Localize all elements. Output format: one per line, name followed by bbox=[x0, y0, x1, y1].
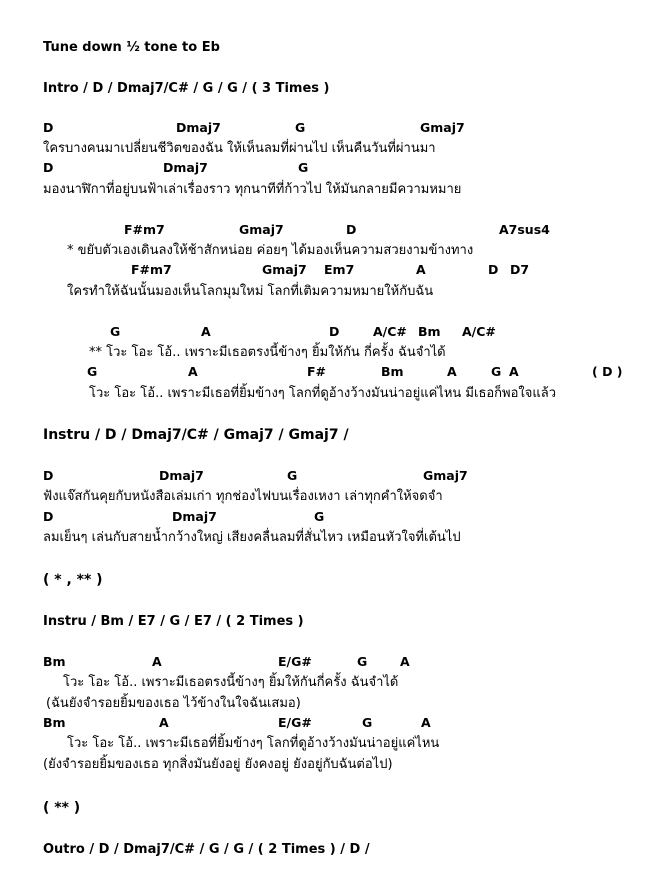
chord: ( D ) bbox=[592, 364, 623, 379]
verse2-lyric-2: ลมเย็นๆ เล่นกับสายน้ำกว้างใหญ่ เสียงคลื่นลมที่สั่นไหว เหมือนหัวใจที่เต้นไป bbox=[43, 530, 461, 545]
chord: G bbox=[362, 715, 373, 730]
chord: A bbox=[159, 715, 169, 730]
chord: A bbox=[201, 324, 211, 339]
chord: Bm bbox=[43, 654, 66, 669]
chord: Dmaj7 bbox=[163, 160, 208, 175]
chord: F#m7 bbox=[131, 262, 172, 277]
chord: G bbox=[298, 160, 309, 175]
chord: A bbox=[509, 364, 519, 379]
chord: D bbox=[488, 262, 499, 277]
chord: Gmaj7 bbox=[262, 262, 307, 277]
chord: A bbox=[416, 262, 426, 277]
verse1-chords-1 bbox=[0, 122, 670, 136]
verse2-chords-2 bbox=[0, 511, 670, 525]
outro-line: Outro / D / Dmaj7/C# / G / G / ( 2 Times ) / D / bbox=[43, 842, 370, 857]
chord: D bbox=[346, 222, 357, 237]
chord: D bbox=[43, 509, 54, 524]
bridge-lyric-1-paren: (ฉันยังจำรอยยิ้มของเธอ ไว้ข้างในใจฉันเสมอ) bbox=[46, 696, 301, 711]
chord: F# bbox=[307, 364, 327, 379]
chord: E/G# bbox=[278, 715, 312, 730]
chord: Bm bbox=[418, 324, 441, 339]
chord: Dmaj7 bbox=[172, 509, 217, 524]
chord: F#m7 bbox=[124, 222, 165, 237]
chord: Bm bbox=[381, 364, 404, 379]
chord: G bbox=[314, 509, 325, 524]
chord: A/C# bbox=[462, 324, 496, 339]
prechorus-lyric-2: ใครทำให้ฉันนั้นมองเห็นโลกมุมใหม่ โลกที่เติมความหมายให้กับฉัน bbox=[67, 284, 434, 299]
chord: D bbox=[43, 120, 54, 135]
chorus-chords-1 bbox=[0, 326, 670, 340]
verse2-lyric-1: ฟังแจ๊สกันคุยกับหนังสือเล่มเก่า ทุกช่องไฟบนเรื่องเหงา เล่าทุกคำให้จดจำ bbox=[43, 489, 443, 504]
chorus-chords-2 bbox=[0, 366, 670, 380]
chord: G bbox=[357, 654, 368, 669]
chord: E/G# bbox=[278, 654, 312, 669]
chord: G bbox=[87, 364, 98, 379]
chord: D7 bbox=[510, 262, 530, 277]
chord: Dmaj7 bbox=[176, 120, 221, 135]
chord: Dmaj7 bbox=[159, 468, 204, 483]
verse2-chords-1 bbox=[0, 470, 670, 484]
intro-line: Intro / D / Dmaj7/C# / G / G / ( 3 Times ) bbox=[43, 81, 330, 96]
verse1-chords-2 bbox=[0, 162, 670, 176]
bridge-chords-1 bbox=[0, 656, 670, 670]
prechorus-chords-2 bbox=[0, 264, 670, 278]
chord: Gmaj7 bbox=[423, 468, 468, 483]
chord: A bbox=[421, 715, 431, 730]
bridge-lyric-2: โวะ โอะ โอ้.. เพราะมีเธอที่ยิ้มข้างๆ โลกที่ดูอ้างว้างมันน่าอยู่แค่ไหน bbox=[67, 736, 440, 751]
verse1-lyric-2: มองนาฬิกาที่อยู่บนฟ้าเล่าเรื่องราว ทุกนาทีที่ก้าวไป ให้มันกลายมีความหมาย bbox=[43, 182, 462, 197]
repeat-marker-2: ( ** ) bbox=[43, 800, 81, 816]
instru1-line: Instru / D / Dmaj7/C# / Gmaj7 / Gmaj7 / bbox=[43, 427, 349, 443]
chord: G bbox=[491, 364, 502, 379]
chord: A bbox=[152, 654, 162, 669]
chord: G bbox=[295, 120, 306, 135]
chord: D bbox=[43, 468, 54, 483]
chorus-lyric-1: ** โวะ โอะ โอ้.. เพราะมีเธอตรงนี้ข้างๆ ยิ้มให้กัน กี่ครั้ง ฉันจำได้ bbox=[89, 345, 446, 360]
chord: A bbox=[400, 654, 410, 669]
chord: A/C# bbox=[373, 324, 407, 339]
chord: D bbox=[43, 160, 54, 175]
repeat-marker-1: ( * , ** ) bbox=[43, 572, 103, 588]
instru2-line: Instru / Bm / E7 / G / E7 / ( 2 Times ) bbox=[43, 614, 304, 629]
chord: A bbox=[188, 364, 198, 379]
bridge-lyric-2-paren: (ยังจำรอยยิ้มของเธอ ทุกสิ่งมันยังอยู่ ยังคงอยู่ ยังอยู่กับฉันต่อไป) bbox=[43, 757, 393, 772]
chord: A bbox=[447, 364, 457, 379]
bridge-chords-2 bbox=[0, 717, 670, 731]
chord: D bbox=[329, 324, 340, 339]
chord: Gmaj7 bbox=[420, 120, 465, 135]
chord: Gmaj7 bbox=[239, 222, 284, 237]
bridge-lyric-1: โวะ โอะ โอ้.. เพราะมีเธอตรงนี้ข้างๆ ยิ้มให้กันกี่ครั้ง ฉันจำได้ bbox=[63, 675, 399, 690]
chord: Bm bbox=[43, 715, 66, 730]
prechorus-lyric-1: * ขยับตัวเองเดินลงให้ช้าสักหน่อย ค่อยๆ ได้มองเห็นความสวยงามข้างทาง bbox=[67, 243, 474, 258]
chord: Em7 bbox=[324, 262, 355, 277]
chord: G bbox=[287, 468, 298, 483]
chorus-lyric-2: โวะ โอะ โอ้.. เพราะมีเธอที่ยิ้มข้างๆ โลกที่ดูอ้างว้างมันน่าอยู่แค่ไหน มีเธอก็พอใจแล้ว bbox=[89, 386, 557, 401]
tuning-note: Tune down ½ tone to Eb bbox=[43, 40, 220, 55]
prechorus-chords-1 bbox=[0, 224, 670, 238]
verse1-lyric-1: ใครบางคนมาเปลี่ยนชีวิตของฉัน ให้เห็นลมที่ผ่านไป เห็นคืนวันที่ผ่านมา bbox=[43, 141, 436, 156]
chord: A7sus4 bbox=[499, 222, 550, 237]
chord: G bbox=[110, 324, 121, 339]
